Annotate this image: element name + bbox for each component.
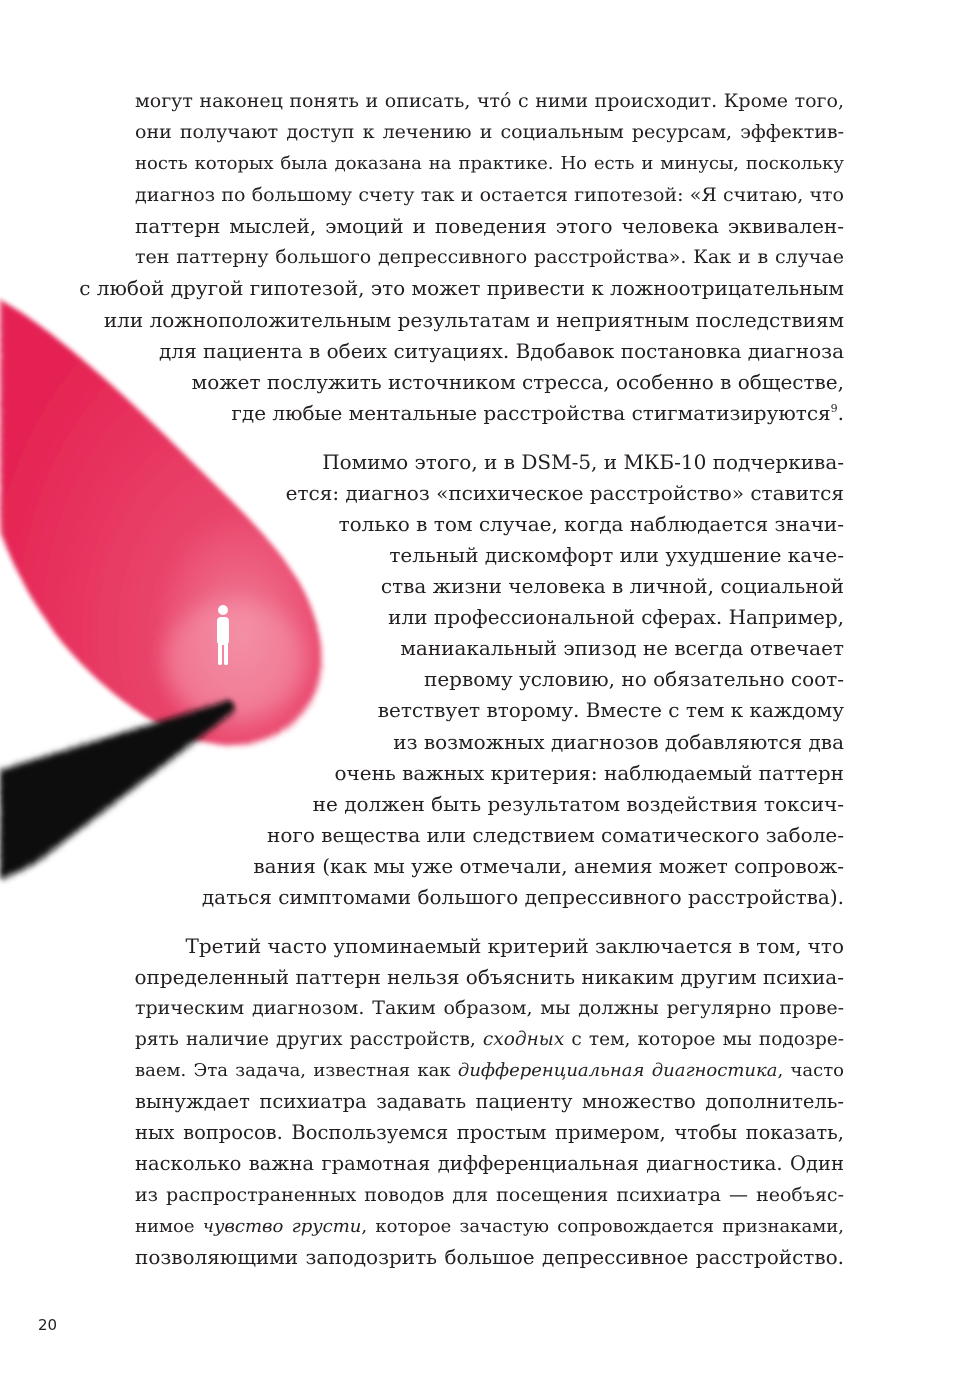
text-line [135,1024,844,1055]
text-line: позволяющими заподозрить большое депрессивное расстройство. [135,1245,844,1269]
text-line [135,1055,844,1086]
text-fragment: , часто [777,1060,845,1081]
text-line: насколько важна грамотная дифференциальная диагностика. Один [135,1152,844,1175]
text-line: ность которых была доказана на практике. Но есть и минусы, поскольку [135,153,844,174]
text-line: они получают доступ к лечению и социальным ресурсам, эффектив- [135,121,844,143]
text-fragment: где любые ментальные расстройства стигматизируются [231,401,831,425]
text-line: или профессиональной сферах. Например, [388,605,844,629]
text-line: с любой другой гипотезой, это может привести к ложноотрицательным [79,276,844,300]
text-line: не должен быть результатом воздействия токсич- [312,792,844,816]
text-line: ства жизни человека в личной, социальной [380,574,844,598]
text-line: ветствует второму. Вместе с тем к каждому [377,698,844,722]
text-line: ется: диагноз «психическое расстройство» ставится [285,481,844,505]
text-line: определенный паттерн нельзя объяснить никаким другим психиа- [134,965,844,989]
text-line: из распространенных поводов для посещения психиатра — необъяс- [135,1184,844,1206]
emphasis-term: сходных [482,1029,565,1050]
text-line: из возможных диагнозов добавляются два [393,730,844,754]
text-line: для пациента в обеих ситуациях. Вдобавок постановка диагноза [159,339,844,363]
text-line: трическим диагнозом. Таким образом, мы должны регулярно прове- [135,997,844,1019]
text-line: тельный дискомфорт или ухудшение каче- [389,543,844,567]
text-line: вынуждает психиатра задавать пациенту множество дополнитель- [135,1090,844,1113]
text-line: очень важных критерия: наблюдаемый паттерн [334,761,844,785]
text-fragment: с тем, которое мы подозре- [564,1029,845,1050]
emphasis-term: чувство грусти [202,1216,362,1237]
text-fragment: нимое [135,1216,203,1237]
text-line [135,1211,844,1242]
text-line: первому условию, но обязательно соот- [424,667,844,691]
emphasis-term: дифференциальная диагностика [457,1060,778,1081]
text-line: только в том случае, когда наблюдается значи- [338,512,844,536]
footnote-reference[interactable]: 9 [830,402,838,415]
text-line: или ложноположительным результатам и неприятным последствиям [103,308,844,332]
text-fragment: рять наличие других расстройств, [135,1029,483,1050]
text-line: ных вопросов. Воспользуемся простым примером, чтобы показать, [135,1121,844,1144]
text-line: паттерн мыслей, эмоций и поведения этого человека эквивален- [135,214,844,238]
text-line: Помимо этого, и в DSM-5, и МКБ-10 подчеркива- [322,450,844,474]
text-line: диагноз по большому счету так и остается гипотезой: «Я считаю, что [135,184,844,206]
text-line: Третий часто упоминаемый критерий заключается в том, что [185,934,844,958]
text-fragment: ваем. Эта задача, известная как [135,1060,458,1081]
text-line: даться симптомами большого депрессивного расстройства). [201,885,844,909]
text-fragment: , которое зачастую сопровождается признаками, [361,1216,844,1237]
text-line: ного вещества или следствием соматического заболе- [267,823,844,847]
text-line: вания (как мы уже отмечали, анемия может сопровож- [253,854,844,878]
text-line: маниакальный эпизод не всегда отвечает [400,636,844,660]
black-cone [0,700,234,880]
text-line: может послужить источником стресса, особенно в обществе, [191,370,844,394]
beam-glow [165,600,305,720]
text-line-with-footnote [231,398,844,429]
page-number: 20 [38,1316,58,1334]
text-line: тен паттерну большого депрессивного расстройства». Как и в случае [135,246,844,268]
text-line: могут наконец понять и описать, чтó с ними происходит. Кроме того, [135,90,844,112]
text-fragment: . [837,401,844,425]
